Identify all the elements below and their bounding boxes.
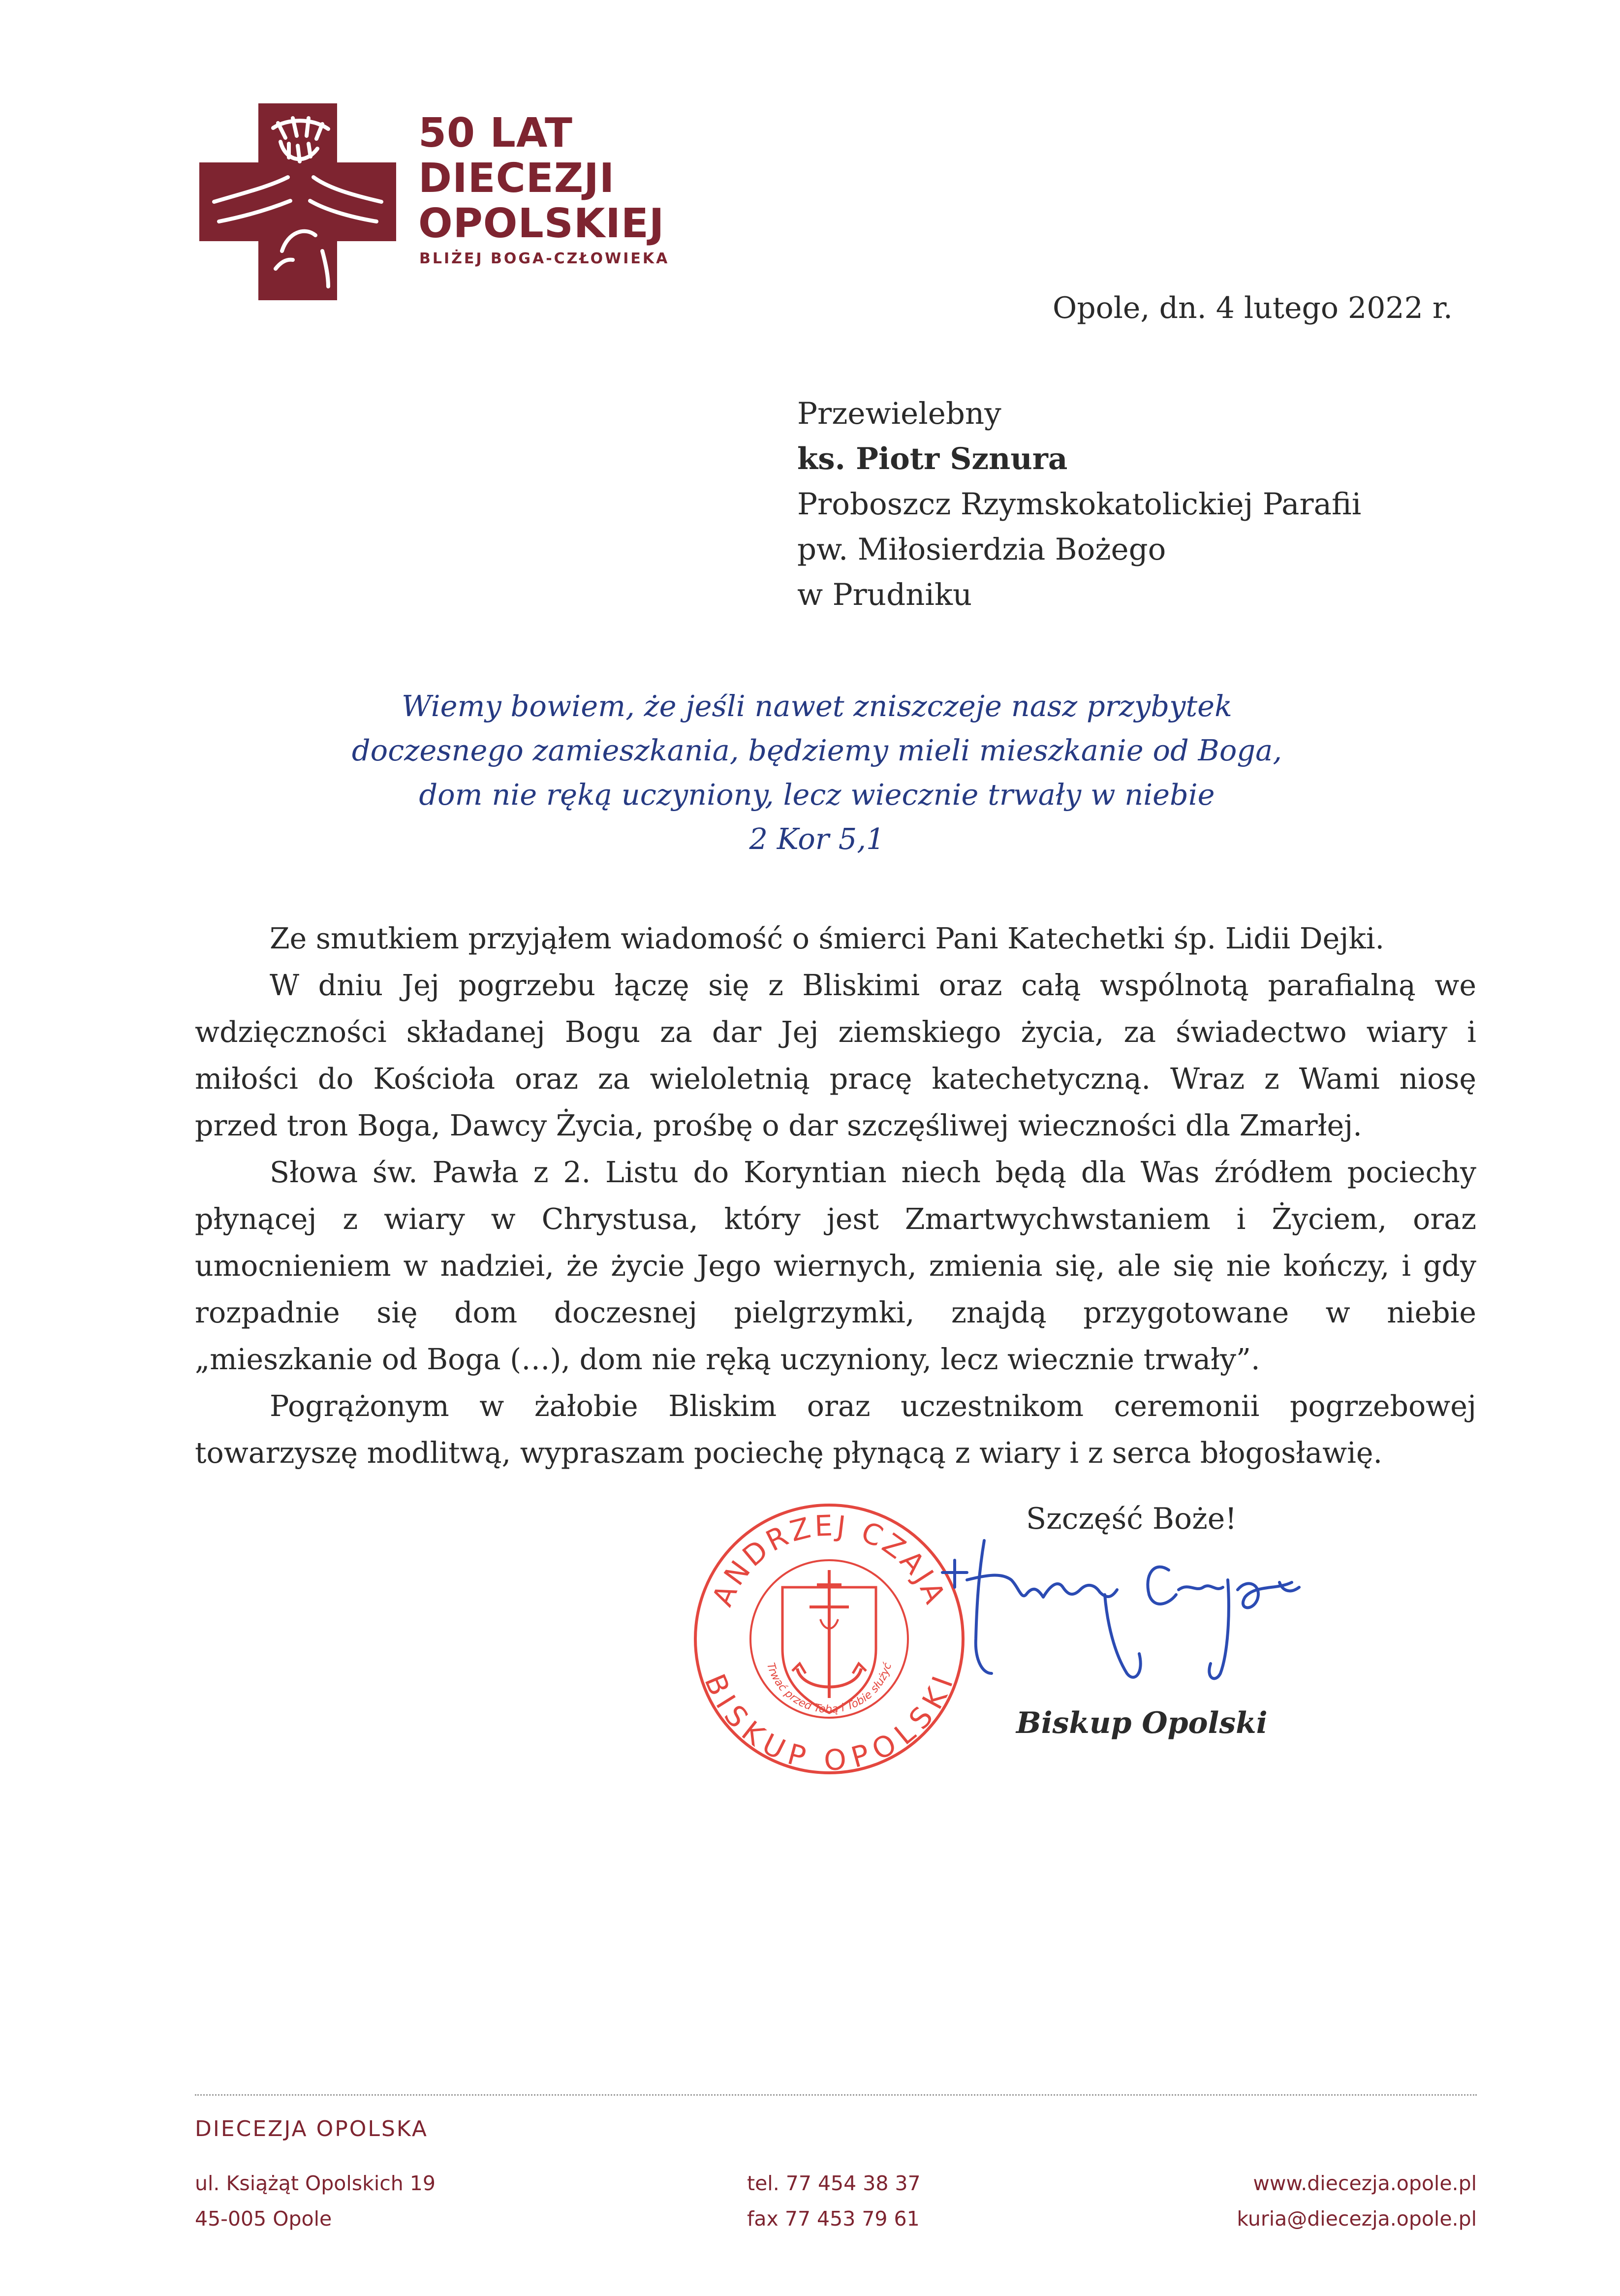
footer-organization: DIECEZJA OPOLSKA — [195, 2116, 429, 2141]
jubilee-title-line-3: OPOLSKIEJ — [418, 200, 665, 247]
body-line: płynącej z wiary w Chrystusa, który jest Zmartwychwstaniem i Życiem, oraz — [195, 1202, 1476, 1236]
recipient-role: Proboszcz Rzymskokatolickiej Parafii — [797, 487, 1362, 522]
footer-divider — [195, 2094, 1477, 2096]
body-line: rozpadnie się dom doczesnej pielgrzymki, znajdą przygotowane w niebie — [195, 1296, 1476, 1329]
body-line: miłości do Kościoła oraz za wieloletnią pracę katechetyczną. Wraz z Wami niosę — [195, 1062, 1476, 1096]
scripture-reference: 2 Kor 5,1 — [749, 822, 885, 856]
body-line: umocnieniem w nadziei, że życie Jego wiernych, zmienia się, ale się nie kończy, i gdy — [195, 1249, 1476, 1283]
footer-fax: fax 77 453 79 61 — [747, 2207, 920, 2231]
recipient-parish: pw. Miłosierdzia Bożego — [797, 532, 1166, 567]
jubilee-cross-logo — [199, 103, 396, 300]
bishop-seal-stamp — [691, 1501, 967, 1777]
recipient-salutation: Przewielebny — [797, 396, 1001, 431]
footer-street: ul. Książąt Opolskich 19 — [195, 2171, 436, 2195]
footer-website[interactable]: www.diecezja.opole.pl — [1253, 2171, 1477, 2195]
body-line: W dniu Jej pogrzebu łączę się z Bliskimi oraz całą wspólnotą parafialną we — [270, 969, 1476, 1002]
body-line: przed tron Boga, Dawcy Życia, prośbę o dar szczęśliwej wieczności dla Zmarłej. — [195, 1109, 1362, 1142]
jubilee-title-line-1: 50 LAT — [418, 110, 573, 157]
recipient-place: w Prudniku — [797, 577, 972, 612]
stamp-motto: Trwać przed Tobą i Tobie służyć — [764, 1661, 895, 1716]
bishop-signature — [937, 1526, 1311, 1693]
letter-date: Opole, dn. 4 lutego 2022 r. — [1053, 291, 1453, 325]
body-line: towarzyszę modlitwą, wypraszam pociechę płynącą z wiary i z serca błogosławię. — [195, 1436, 1383, 1470]
jubilee-title-line-2: DIECEZJI — [418, 155, 615, 202]
body-line: „mieszkanie od Boga (…), dom nie ręką uczyniony, lecz wiecznie trwały”. — [195, 1343, 1260, 1376]
stamp-bottom-text: BISKUP OPOLSKI — [698, 1669, 961, 1777]
scripture-quote-line: doczesnego zamieszkania, będziemy mieli mieszkanie od Boga, — [351, 733, 1282, 767]
closing-greeting: Szczęść Boże! — [1026, 1502, 1237, 1536]
body-line: Pogrążonym w żałobie Bliskim oraz uczestnikom ceremonii pogrzebowej — [270, 1389, 1476, 1423]
recipient-name: ks. Piotr Sznura — [797, 441, 1068, 476]
body-line: Słowa św. Pawła z 2. Listu do Koryntian niech będą dla Was źródłem pociechy — [270, 1156, 1476, 1189]
body-line: Ze smutkiem przyjąłem wiadomość o śmierci Pani Katechetki śp. Lidii Dejki. — [270, 922, 1385, 955]
signatory-title: Biskup Opolski — [1016, 1706, 1268, 1740]
footer-email[interactable]: kuria@diecezja.opole.pl — [1237, 2207, 1477, 2231]
stamp-top-text: ANDRZEJ CZAJA — [705, 1509, 953, 1611]
body-line: wdzięczności składanej Bogu za dar Jej ziemskiego życia, za świadectwo wiary i — [195, 1015, 1476, 1049]
scripture-quote-line: dom nie ręką uczyniony, lecz wiecznie trwały w niebie — [419, 778, 1215, 812]
footer-phone: tel. 77 454 38 37 — [747, 2171, 921, 2195]
jubilee-tagline: BLIŻEJ BOGA-CZŁOWIEKA — [419, 250, 670, 267]
footer-city: 45-005 Opole — [195, 2207, 332, 2231]
scripture-quote-line: Wiemy bowiem, że jeśli nawet zniszczeje nasz przybytek — [402, 689, 1232, 723]
